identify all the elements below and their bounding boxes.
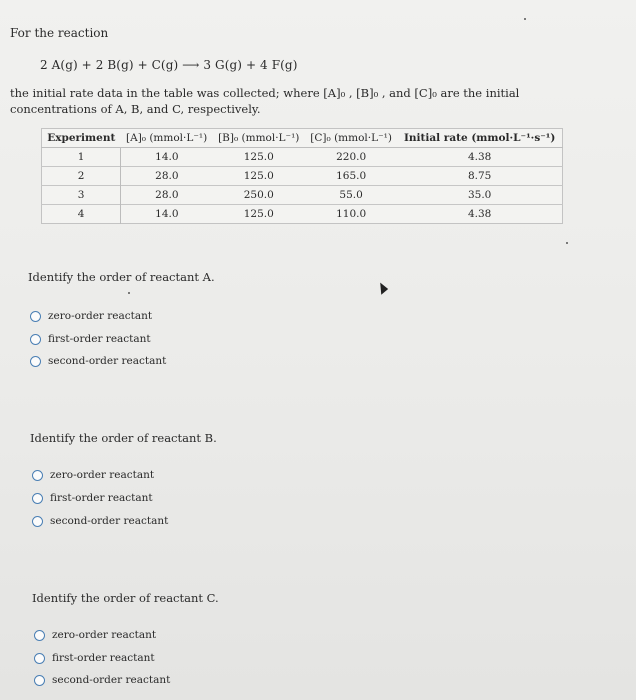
cell-c: 110.0 (305, 205, 398, 224)
rate-data-table (41, 128, 563, 224)
radio-icon[interactable] (34, 675, 45, 686)
option-label: zero-order reactant (50, 469, 155, 481)
reaction-equation: 2 A(g) + 2 B(g) + C(g) ⟶ 3 G(g) + 4 F(g) (40, 58, 298, 72)
option-label: first-order reactant (52, 652, 155, 664)
cell-b: 125.0 (213, 167, 305, 186)
cell-experiment: 4 (42, 205, 121, 224)
radio-icon[interactable] (34, 653, 45, 664)
option-label: second-order reactant (50, 515, 169, 527)
option-label: first-order reactant (50, 492, 153, 504)
option-a-first-order[interactable] (30, 333, 151, 345)
cell-c: 165.0 (305, 167, 398, 186)
intro-text: For the reaction (10, 26, 109, 40)
table-row (42, 205, 563, 224)
option-label: zero-order reactant (48, 310, 153, 322)
cell-a: 28.0 (121, 186, 213, 205)
cell-b: 250.0 (213, 186, 305, 205)
table-row (42, 148, 563, 167)
cell-a: 14.0 (121, 148, 213, 167)
cell-b: 125.0 (213, 205, 305, 224)
radio-icon[interactable] (32, 470, 43, 481)
screen-speck (128, 292, 130, 294)
option-a-zero-order[interactable] (30, 310, 152, 322)
question-reactant-a: Identify the order of reactant A. (28, 270, 215, 284)
radio-icon[interactable] (30, 311, 41, 322)
header-initial-rate: Initial rate (mmol·L⁻¹·s⁻¹) (397, 129, 562, 148)
mouse-cursor-icon (375, 281, 388, 294)
table-row (42, 186, 563, 205)
header-experiment: Experiment (42, 129, 121, 148)
table-header-row (42, 129, 563, 148)
option-a-second-order[interactable] (30, 355, 166, 367)
option-b-zero-order[interactable] (32, 469, 154, 481)
radio-icon[interactable] (32, 516, 43, 527)
cell-a: 28.0 (121, 167, 213, 186)
screen-speck (524, 18, 526, 20)
cell-experiment: 3 (42, 186, 121, 205)
cell-experiment: 1 (42, 148, 121, 167)
option-b-second-order[interactable] (32, 515, 168, 527)
option-b-first-order[interactable] (32, 492, 153, 504)
cell-b: 125.0 (213, 148, 305, 167)
radio-icon[interactable] (30, 334, 41, 345)
radio-icon[interactable] (32, 493, 43, 504)
table-description: the initial rate data in the table was collected; where [A]₀ , [B]₀ , and [C]₀ are the initial concentrations of A, B, and C, respectively. (10, 86, 520, 116)
header-c-concentration: [C]₀ (mmol·L⁻¹) (305, 129, 398, 148)
radio-icon[interactable] (30, 356, 41, 367)
header-b-concentration: [B]₀ (mmol·L⁻¹) (213, 129, 305, 148)
radio-icon[interactable] (34, 630, 45, 641)
cell-rate: 35.0 (397, 186, 562, 205)
cell-experiment: 2 (42, 167, 121, 186)
option-label: second-order reactant (52, 674, 171, 686)
question-reactant-b: Identify the order of reactant B. (30, 431, 217, 445)
cell-rate: 4.38 (397, 148, 562, 167)
cell-c: 220.0 (305, 148, 398, 167)
option-c-second-order[interactable] (34, 674, 170, 686)
cell-a: 14.0 (121, 205, 213, 224)
header-a-concentration: [A]₀ (mmol·L⁻¹) (121, 129, 213, 148)
question-reactant-c: Identify the order of reactant C. (32, 591, 219, 605)
option-c-zero-order[interactable] (34, 629, 156, 641)
cell-c: 55.0 (305, 186, 398, 205)
option-label: second-order reactant (48, 355, 167, 367)
option-c-first-order[interactable] (34, 652, 155, 664)
table-row (42, 167, 563, 186)
cell-rate: 4.38 (397, 205, 562, 224)
option-label: zero-order reactant (52, 629, 157, 641)
option-label: first-order reactant (48, 333, 151, 345)
screen-speck (566, 242, 568, 244)
cell-rate: 8.75 (397, 167, 562, 186)
